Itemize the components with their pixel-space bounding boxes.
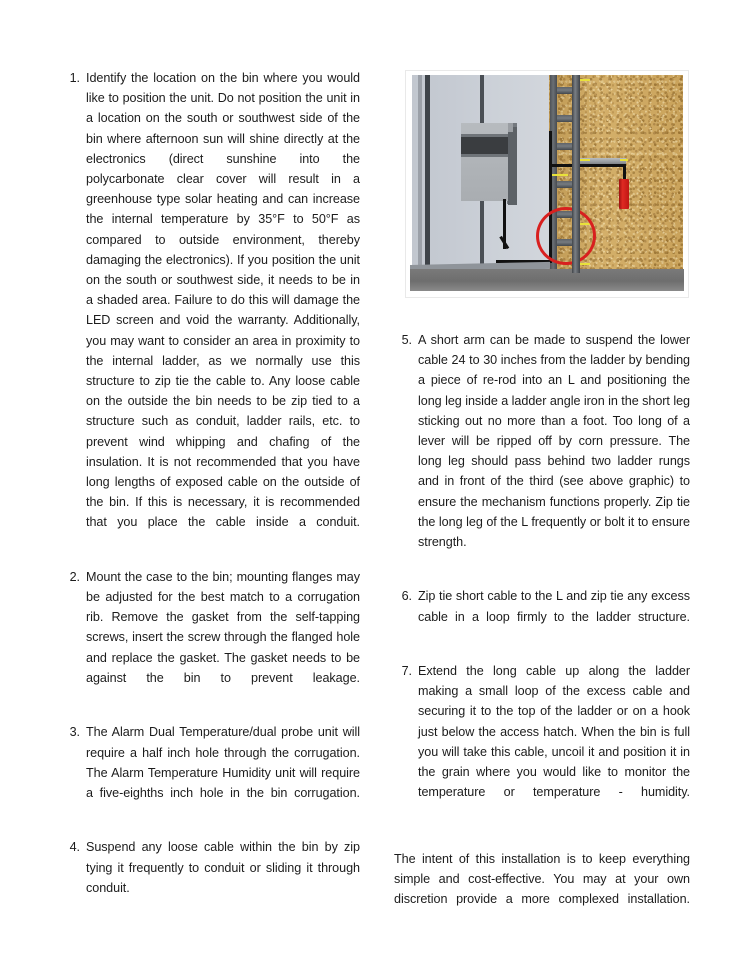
temperature-sensor-probe	[619, 179, 629, 209]
instruction-list-right	[394, 330, 690, 823]
highlight-circle-icon	[536, 207, 596, 265]
bin-floor	[410, 269, 684, 291]
list-item	[62, 68, 360, 553]
list-item-number: 1.	[69, 71, 80, 85]
list-item-text: Zip tie short cable to the L and zip tie any excess cable in a loop firmly to the ladder structure.	[418, 589, 690, 624]
list-item-text: The Alarm Dual Temperature/dual probe unit will require a half inch hole through the corrugation. The Alarm Temperature Humidity unit will require a five-eighths inch hole in the bin corrugation.	[86, 725, 360, 800]
diagram-canvas	[406, 71, 688, 297]
list-item	[394, 330, 690, 572]
list-item-text: Identify the location on the bin where you would like to position the unit. Do not position the unit in a location on the south or southwest side of the bin where afternoon sun will shine directly at the electronics (direct sunshine into the polycarbonate clear cover will result in a greenhouse type solar heating and can increase the internal temperature by 35°F to 50°F as compared to outside environment, thereby damaging the electronics). If you position the unit on the south or southwest side, it needs to be in a shaded area. Failure to do this will damage the LED screen and void the warranty. Additionally, you may want to consider an area in proximity to the internal ladder, as we normally use this structure to zip tie the cable to. Any loose cable on the outside the bin needs to be zip tied to a structure such as conduit, ladder rails, etc. to prevent wind whipping and chafing of the insulation. It is not recommended that you have long lengths of exposed cable on the outside of the bin. If this is necessary, it is recommended that you place the cable inside a conduit.	[86, 71, 360, 530]
closing-paragraph: The intent of this installation is to keep everything simple and cost-effective. You may at your own discretion provide a more complexed installation.	[394, 851, 690, 907]
list-item	[394, 586, 690, 647]
list-item	[62, 722, 360, 823]
bin-rib-dark-left	[425, 75, 430, 273]
list-item	[62, 837, 360, 918]
enclosure-shadow	[508, 127, 517, 205]
list-item	[394, 661, 690, 823]
zip-tie	[552, 174, 568, 176]
paragraph-spacer	[394, 823, 690, 849]
list-item-text: Suspend any loose cable within the bin by zip tying it frequently to conduit or sliding it through conduit.	[86, 840, 360, 895]
list-item-number: 2.	[69, 569, 80, 584]
list-item-number: 5.	[401, 333, 412, 347]
enclosure-bezel-bottom	[461, 154, 508, 157]
instruction-list-left	[62, 68, 360, 918]
list-item-number: 6.	[401, 589, 412, 604]
list-item-number: 4.	[69, 840, 80, 855]
bin-installation-diagram	[405, 70, 689, 298]
right-text-column	[394, 330, 690, 929]
list-item-text: Extend the long cable up along the ladder making a small loop of the excess cable and securing it to the top of the ladder or on a hook just below the access hatch. When the bin is full you will take this cable, uncoil it and position it in the grain where you would like to monitor the temperature or temperature - humidity.	[418, 664, 690, 800]
ladder-rail-right	[572, 75, 580, 273]
list-item-number: 3.	[69, 725, 80, 740]
bin-rib-left	[418, 75, 422, 273]
left-text-column	[62, 68, 360, 918]
zip-tie	[620, 159, 628, 161]
list-item	[62, 567, 360, 708]
enclosure-led-screen	[461, 137, 508, 154]
list-item-text: Mount the case to the bin; mounting flanges may be adjusted for the best match to a corrugation rib. Remove the gasket from the self-tapping screws, insert the screw through the flanged hole and replace the gasket. The gasket needs to be against the bin to prevent leakage.	[86, 569, 360, 685]
list-item-text: A short arm can be made to suspend the lower cable 24 to 30 inches from the ladder by bending a piece of re-rod into an L and positioning the long leg inside a ladder angle iron in the short leg sticking out no more than a foot. Too long of a lever will be ripped off by corn pressure. The long leg should pass behind two ladder rungs and in front of the third (see above graphic) to ensure the mechanism functions properly. Zip tie the long leg of the L frequently or bolt it to ensure strength.	[418, 333, 690, 550]
sensor-cable-horizontal	[552, 164, 625, 167]
list-item-number: 7.	[401, 664, 412, 679]
